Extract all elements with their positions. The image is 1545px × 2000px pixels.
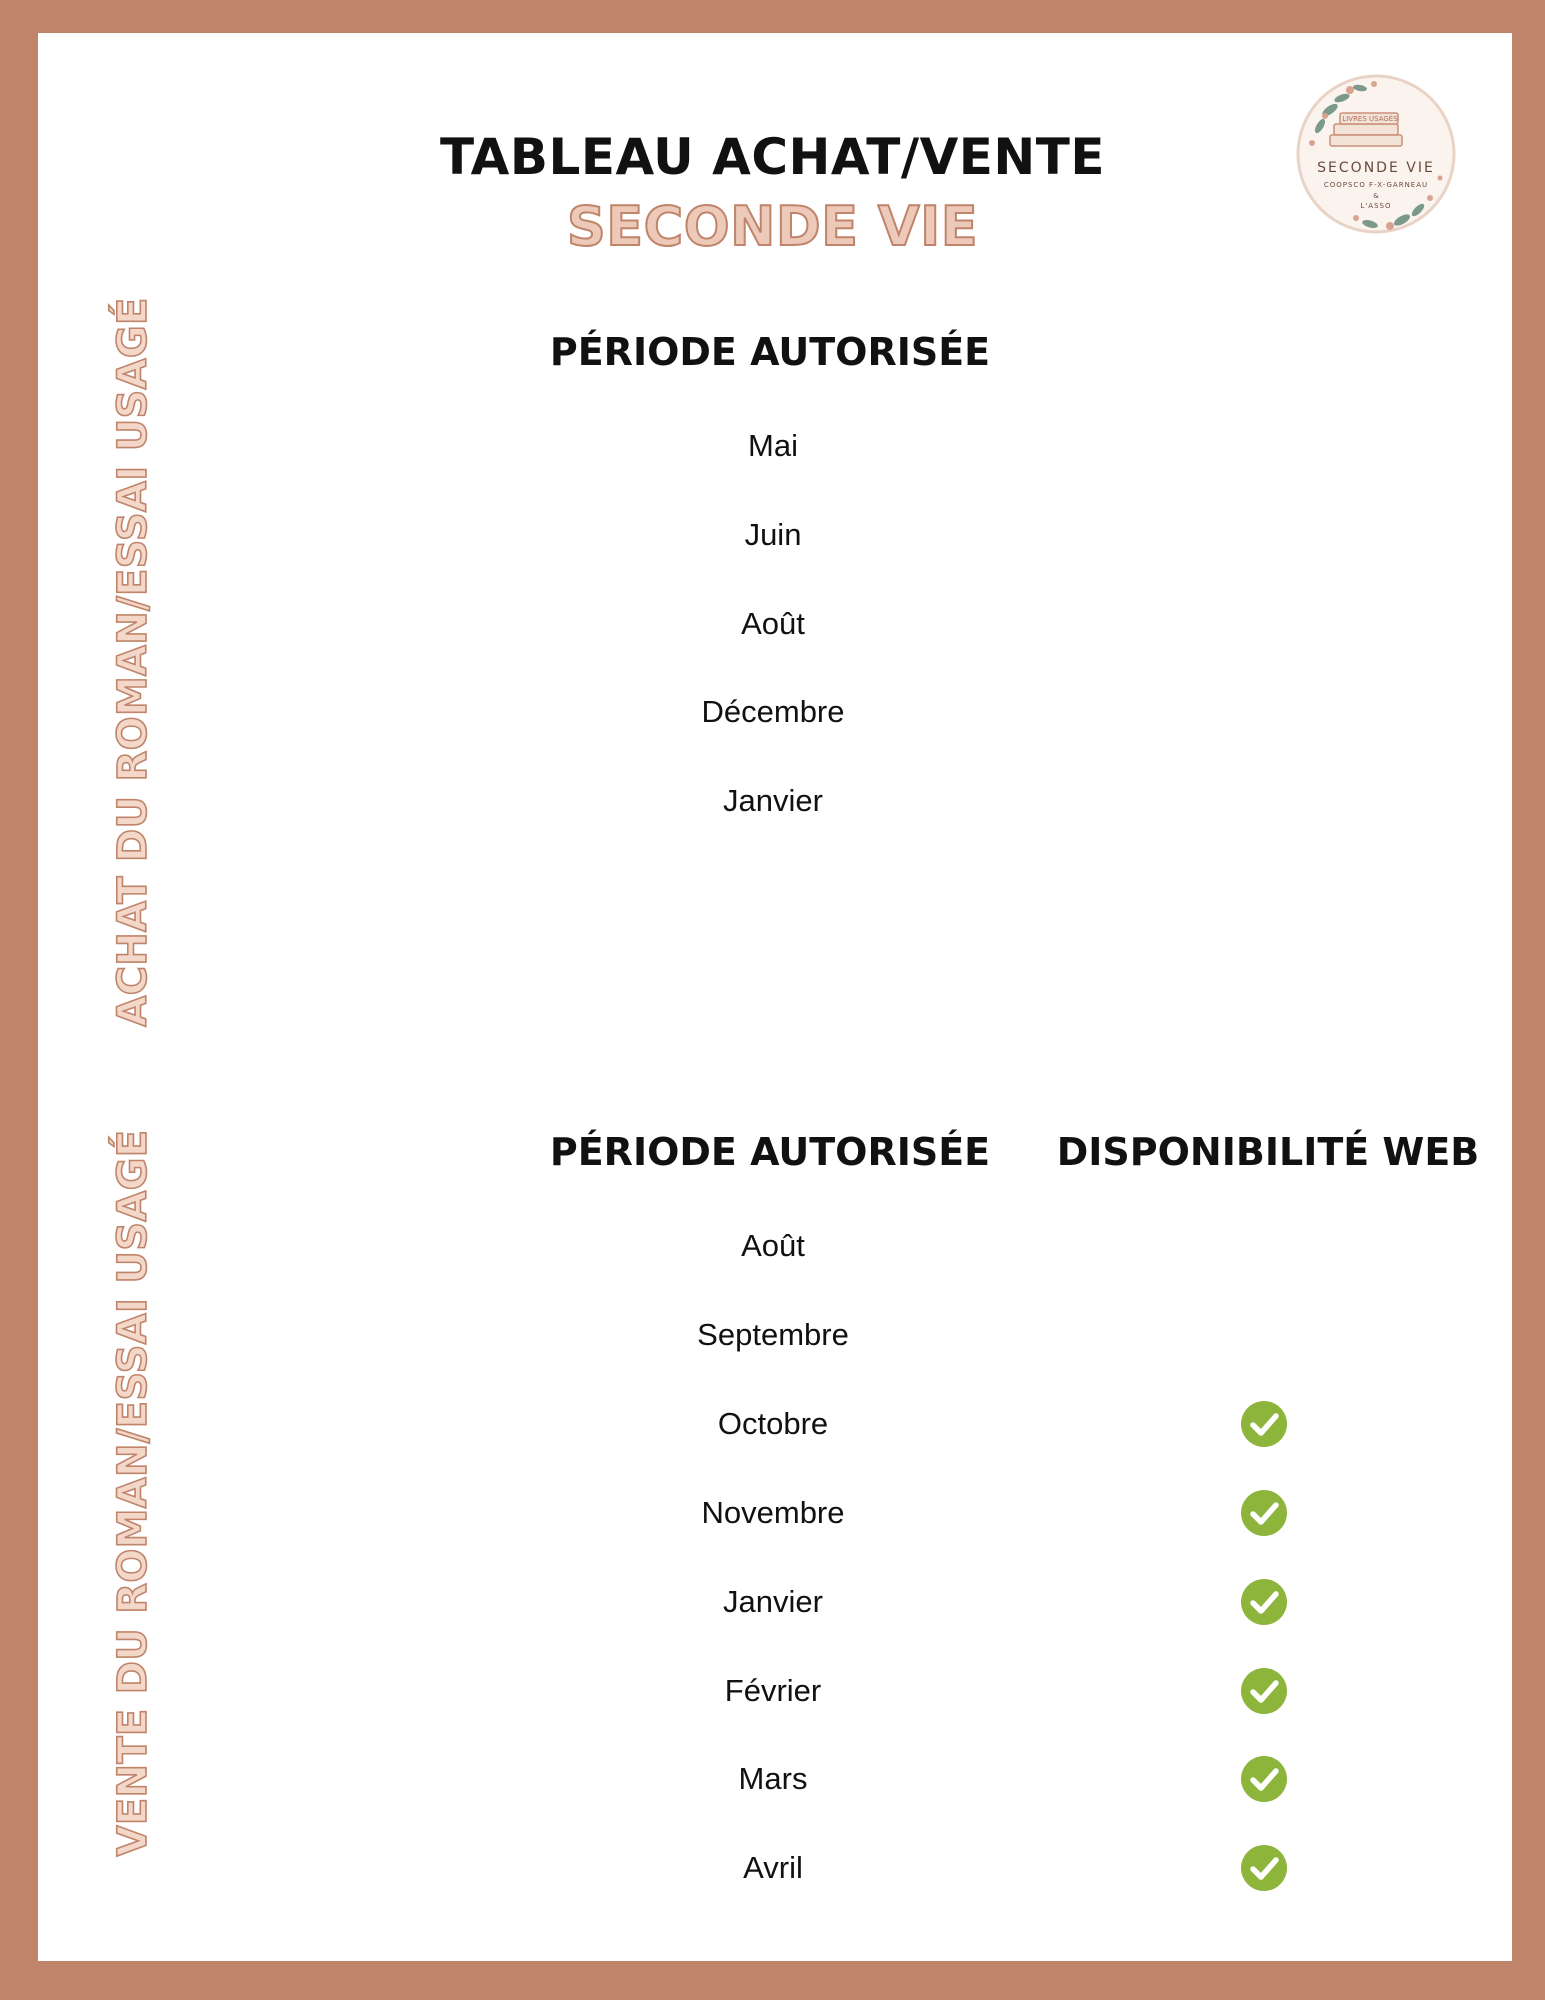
check-circle-icon [1241,1401,1287,1447]
vente-web-header: DISPONIBILITÉ WEB [1056,1130,1480,1174]
vente-month: Janvier [723,1584,823,1619]
check-circle-icon [1241,1756,1287,1802]
seconde-vie-logo [1290,68,1462,240]
vente-month: Mars [738,1761,808,1796]
vente-month: Septembre [697,1317,849,1352]
achat-month: Juin [744,517,802,552]
logo-badge: LIVRES USAGÉS [1342,115,1398,123]
page-subtitle: SECONDE VIE [566,195,979,258]
logo-line3: L'ASSO [1360,202,1392,210]
vente-month: Août [741,1228,805,1263]
vente-month: Octobre [717,1406,829,1441]
vente-month: Avril [743,1850,803,1885]
vente-period-header: PÉRIODE AUTORISÉE [549,1130,991,1174]
check-circle-icon [1241,1579,1287,1625]
page-title: TABLEAU ACHAT/VENTE [439,128,1106,186]
check-circle-icon [1241,1668,1287,1714]
achat-month: Janvier [723,783,823,818]
check-circle-icon [1241,1490,1287,1536]
achat-month: Août [741,606,805,641]
achat-month: Mai [748,428,798,463]
logo-line1: COOPSCO F-X-GARNEAU [1323,181,1429,189]
achat-side-label: ACHAT DU ROMAN/ESSAI USAGÉ [110,297,156,1027]
check-circle-icon [1241,1845,1287,1891]
achat-month: Décembre [701,694,845,729]
logo-line2: & [1373,192,1379,200]
logo-name: SECONDE VIE [1317,160,1435,176]
vente-side-label: VENTE DU ROMAN/ESSAI USAGÉ [110,1129,156,1857]
vente-month: Février [724,1673,822,1708]
page [38,33,1512,1961]
vente-month: Novembre [701,1495,845,1530]
achat-period-header: PÉRIODE AUTORISÉE [549,330,991,374]
